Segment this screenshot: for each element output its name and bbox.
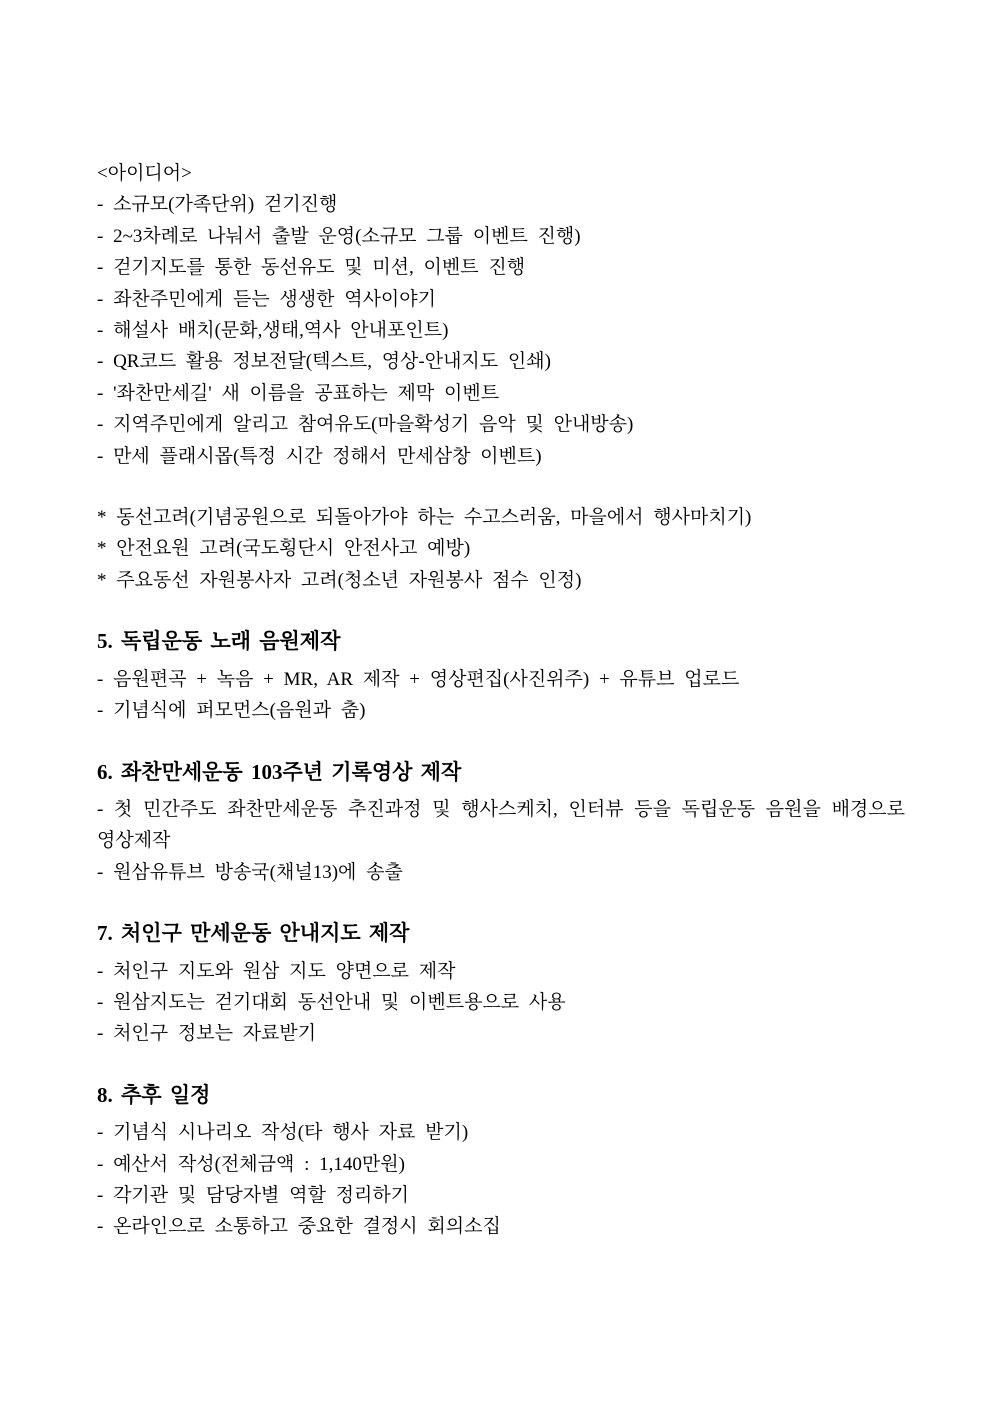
text-line: - 예산서 작성(전체금액 : 1,140만원): [97, 1153, 405, 1175]
document-section-section-7: [97, 918, 905, 1050]
document-section-section-6: [97, 757, 905, 889]
text-line: - 지역주민에게 알리고 참여유도(마을확성기 음악 및 안내방송): [97, 414, 634, 436]
text-line: - 온라인으로 소통하고 중요한 결정시 회의소집: [97, 1216, 501, 1238]
section-heading: 6. 좌찬만세운동 103주년 기록영상 제작: [97, 759, 462, 784]
text-line: - 좌찬주민에게 듣는 생생한 역사이야기: [97, 288, 436, 310]
text-line: - 원삼유튜브 방송국(채널13)에 송출: [97, 861, 403, 883]
text-line: - 각기관 및 담당자별 역할 정리하기: [97, 1184, 410, 1206]
text-line: * 안전요원 고려(국도횡단시 안전사고 예방): [97, 538, 471, 560]
section-heading: <아이디어>: [97, 163, 192, 184]
document-section-considerations: [97, 502, 905, 596]
section-heading: 5. 독립운동 노래 음원제작: [97, 629, 341, 654]
text-line: * 동선고려(기념공원으로 되돌아가야 하는 수고스러움, 마을에서 행사마치기): [97, 507, 752, 529]
text-line: - 첫 민간주도 좌찬만세운동 추진과정 및 행사스케치, 인터뷰 등을 독립운동 음원을 배경으로 영상제작: [97, 798, 905, 852]
text-line: - 음원편곡 + 녹음 + MR, AR 제작 + 영상편집(사진위주) + 유튜브 업로드: [97, 668, 740, 690]
text-line: - 원삼지도는 걷기대회 동선안내 및 이벤트용으로 사용: [97, 991, 566, 1013]
text-line: - 만세 플래시몹(특정 시간 정해서 만세삼창 이벤트): [97, 445, 542, 467]
text-line: - 기념식에 퍼모먼스(음원과 춤): [97, 700, 366, 722]
text-line: - 처인구 정보는 자료받기: [97, 1023, 317, 1045]
text-line: - '좌찬만세길' 새 이름을 공표하는 제막 이벤트: [97, 382, 500, 404]
text-line: - 걷기지도를 통한 동선유도 및 미션, 이벤트 진행: [97, 257, 526, 279]
text-line: * 주요동선 자원봉사자 고려(청소년 자원봉사 점수 인정): [97, 569, 582, 591]
text-line: - QR코드 활용 정보전달(텍스트, 영상-안내지도 인쇄): [97, 351, 551, 373]
document-section-ideas: [97, 158, 905, 472]
text-line: - 2~3차례로 나눠서 출발 운영(소규모 그룹 이벤트 진행): [97, 225, 581, 247]
text-line: - 처인구 지도와 원삼 지도 양면으로 제작: [97, 960, 456, 982]
text-line: - 해설사 배치(문화,생태,역사 안내포인트): [97, 320, 449, 342]
document-section-section-8: [97, 1080, 905, 1243]
section-heading: 8. 추후 일정: [97, 1082, 211, 1107]
text-line: - 소규모(가족단위) 걷기진행: [97, 194, 338, 216]
section-heading: 7. 처인구 만세운동 안내지도 제작: [97, 921, 410, 946]
text-line: - 기념식 시나리오 작성(타 행사 자료 받기): [97, 1122, 469, 1144]
document-section-section-5: [97, 626, 905, 726]
